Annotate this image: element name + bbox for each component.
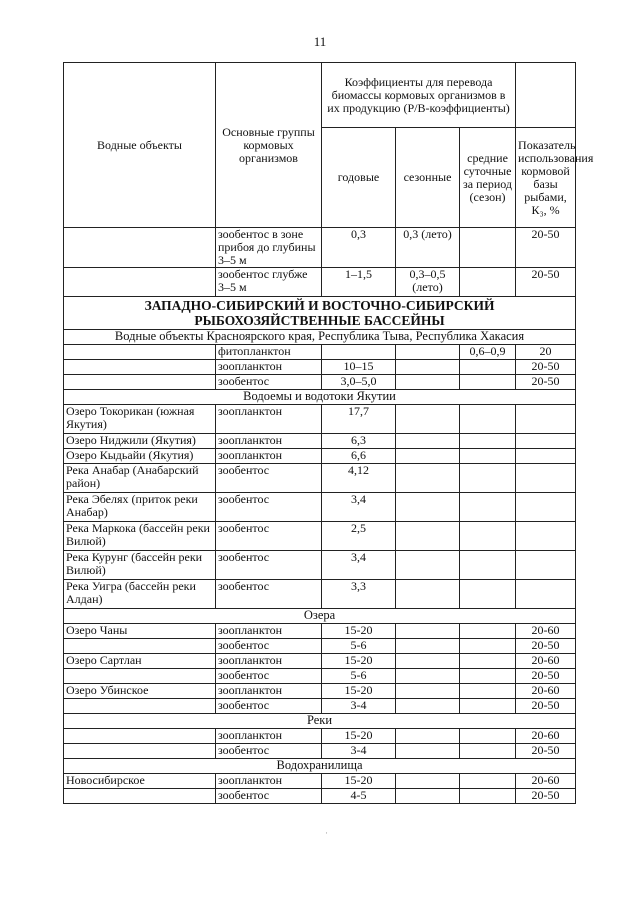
table-row xyxy=(64,434,576,449)
section-row xyxy=(64,609,576,624)
table-row xyxy=(64,228,576,268)
table-row xyxy=(64,375,576,390)
group-cell: зообентос xyxy=(216,744,322,759)
daily-cell xyxy=(460,699,516,714)
usage-cell xyxy=(516,551,576,580)
usage-cell xyxy=(516,493,576,522)
seasonal-cell xyxy=(396,464,460,493)
section-row xyxy=(64,297,576,330)
group-cell: зоопланктон xyxy=(216,624,322,639)
water-object-cell xyxy=(64,639,216,654)
section-row xyxy=(64,714,576,729)
seasonal-cell xyxy=(396,375,460,390)
usage-cell: 20-60 xyxy=(516,654,576,669)
group-cell: зообентос xyxy=(216,375,322,390)
table-row xyxy=(64,268,576,297)
annual-cell: 2,5 xyxy=(322,522,396,551)
daily-cell: 0,6–0,9 xyxy=(460,345,516,360)
usage-cell: 20-50 xyxy=(516,639,576,654)
water-object-cell xyxy=(64,669,216,684)
footer-mark: · xyxy=(325,828,328,838)
annual-cell: 10–15 xyxy=(322,360,396,375)
annual-cell: 15-20 xyxy=(322,684,396,699)
seasonal-cell xyxy=(396,345,460,360)
annual-cell: 3,4 xyxy=(322,493,396,522)
table-row xyxy=(64,464,576,493)
table-row xyxy=(64,493,576,522)
annual-cell: 15-20 xyxy=(322,729,396,744)
table-row xyxy=(64,522,576,551)
table-row xyxy=(64,744,576,759)
seasonal-cell xyxy=(396,434,460,449)
annual-cell: 5-6 xyxy=(322,639,396,654)
daily-cell xyxy=(460,268,516,297)
header-daily: средние суточные за период (сезон) xyxy=(460,128,516,228)
daily-cell xyxy=(460,654,516,669)
annual-cell: 4-5 xyxy=(322,789,396,804)
group-cell: зоопланктон xyxy=(216,360,322,375)
group-cell: зообентос xyxy=(216,551,322,580)
pb-coefficients-table xyxy=(63,62,594,804)
section-title: ЗАПАДНО-СИБИРСКИЙ И ВОСТОЧНО-СИБИРСКИЙ РЫБОХОЗЯЙСТВЕННЫЕ БАССЕЙНЫ xyxy=(64,297,576,330)
usage-cell xyxy=(516,580,576,609)
seasonal-cell xyxy=(396,522,460,551)
table-row xyxy=(64,729,576,744)
usage-cell: 20 xyxy=(516,345,576,360)
group-cell: зообентос глубже 3–5 м xyxy=(216,268,322,297)
water-object-cell xyxy=(64,699,216,714)
water-object-cell xyxy=(64,268,216,297)
water-object-cell: Река Уигра (бассейн реки Алдан) xyxy=(64,580,216,609)
annual-cell: 6,3 xyxy=(322,434,396,449)
usage-cell: 20-50 xyxy=(516,789,576,804)
annual-cell: 3-4 xyxy=(322,699,396,714)
group-cell: зообентос xyxy=(216,493,322,522)
water-object-cell xyxy=(64,228,216,268)
header-seasonal: сезонные xyxy=(396,128,460,228)
water-object-cell xyxy=(64,744,216,759)
table-row xyxy=(64,449,576,464)
group-cell: зоопланктон xyxy=(216,774,322,789)
annual-cell: 3,3 xyxy=(322,580,396,609)
group-cell: фитопланктон xyxy=(216,345,322,360)
table-row xyxy=(64,624,576,639)
seasonal-cell xyxy=(396,580,460,609)
group-cell: зообентос xyxy=(216,580,322,609)
seasonal-cell xyxy=(396,684,460,699)
usage-cell xyxy=(516,464,576,493)
annual-cell: 15-20 xyxy=(322,654,396,669)
annual-cell: 3,0–5,0 xyxy=(322,375,396,390)
table-row xyxy=(64,684,576,699)
usage-cell xyxy=(516,434,576,449)
table-row xyxy=(64,789,576,804)
section-title: Водохранилища xyxy=(64,759,576,774)
usage-cell: 20-50 xyxy=(516,228,576,268)
daily-cell xyxy=(460,375,516,390)
seasonal-cell xyxy=(396,639,460,654)
usage-cell: 20-60 xyxy=(516,729,576,744)
usage-cell xyxy=(516,522,576,551)
group-cell: зоопланктон xyxy=(216,434,322,449)
daily-cell xyxy=(460,789,516,804)
group-cell: зоопланктон xyxy=(216,449,322,464)
water-object-cell: Озеро Сартлан xyxy=(64,654,216,669)
header-water-objects: Водные объекты xyxy=(64,63,216,228)
usage-cell xyxy=(516,449,576,464)
annual-cell: 17,7 xyxy=(322,405,396,434)
seasonal-cell xyxy=(396,493,460,522)
annual-cell: 3-4 xyxy=(322,744,396,759)
water-object-cell: Новосибирское xyxy=(64,774,216,789)
seasonal-cell xyxy=(396,669,460,684)
daily-cell xyxy=(460,580,516,609)
usage-cell: 20-50 xyxy=(516,744,576,759)
water-object-cell xyxy=(64,789,216,804)
water-object-cell: Озеро Чаны xyxy=(64,624,216,639)
daily-cell xyxy=(460,360,516,375)
header-row-1 xyxy=(64,63,576,128)
group-cell: зообентос xyxy=(216,639,322,654)
table-row xyxy=(64,699,576,714)
table-row xyxy=(64,405,576,434)
table-row xyxy=(64,360,576,375)
table-row xyxy=(64,551,576,580)
table-row xyxy=(64,345,576,360)
section-row xyxy=(64,390,576,405)
daily-cell xyxy=(460,405,516,434)
usage-cell: 20-50 xyxy=(516,669,576,684)
seasonal-cell xyxy=(396,405,460,434)
usage-cell: 20-50 xyxy=(516,699,576,714)
section-row xyxy=(64,759,576,774)
daily-cell xyxy=(460,464,516,493)
group-cell: зоопланктон xyxy=(216,654,322,669)
annual-cell: 15-20 xyxy=(322,774,396,789)
table-row xyxy=(64,669,576,684)
table-row xyxy=(64,639,576,654)
annual-cell: 0,3 xyxy=(322,228,396,268)
annual-cell: 15-20 xyxy=(322,624,396,639)
section-title: Водоемы и водотоки Якутии xyxy=(64,390,576,405)
annual-cell: 6,6 xyxy=(322,449,396,464)
usage-cell: 20-60 xyxy=(516,774,576,789)
usage-cell: 20-50 xyxy=(516,360,576,375)
daily-cell xyxy=(460,522,516,551)
water-object-cell: Озеро Убинское xyxy=(64,684,216,699)
group-cell: зообентос xyxy=(216,669,322,684)
seasonal-cell xyxy=(396,699,460,714)
group-cell: зообентос xyxy=(216,522,322,551)
water-object-cell xyxy=(64,360,216,375)
seasonal-cell xyxy=(396,774,460,789)
header-groups: Основные группы кормовых организмов xyxy=(216,63,322,228)
water-object-cell: Озеро Кыдьайи (Якутия) xyxy=(64,449,216,464)
usage-cell: 20-50 xyxy=(516,375,576,390)
daily-cell xyxy=(460,624,516,639)
daily-cell xyxy=(460,684,516,699)
daily-cell xyxy=(460,744,516,759)
annual-cell: 3,4 xyxy=(322,551,396,580)
water-object-cell: Река Анабар (Анабарский район) xyxy=(64,464,216,493)
daily-cell xyxy=(460,493,516,522)
water-object-cell: Река Эбелях (приток реки Анабар) xyxy=(64,493,216,522)
usage-cell xyxy=(516,405,576,434)
seasonal-cell: 0,3–0,5 (лето) xyxy=(396,268,460,297)
daily-cell xyxy=(460,434,516,449)
seasonal-cell xyxy=(396,551,460,580)
header-coef-title: Коэффициенты для перевода биомассы кормовых организмов в их продукцию (Р/В-коэффициенты) xyxy=(322,63,516,128)
water-object-cell xyxy=(64,375,216,390)
header-empty-cell xyxy=(516,63,576,128)
usage-cell: 20-50 xyxy=(516,268,576,297)
header-annual: годовые xyxy=(322,128,396,228)
group-cell: зоопланктон xyxy=(216,405,322,434)
seasonal-cell xyxy=(396,360,460,375)
group-cell: зоопланктон xyxy=(216,729,322,744)
group-cell: зообентос xyxy=(216,464,322,493)
group-cell: зообентос xyxy=(216,699,322,714)
seasonal-cell xyxy=(396,789,460,804)
section-title: Водные объекты Красноярского края, Республика Тыва, Республика Хакасия xyxy=(64,330,576,345)
water-object-cell xyxy=(64,729,216,744)
water-object-cell xyxy=(64,345,216,360)
annual-cell: 4,12 xyxy=(322,464,396,493)
header-usage: Показатель использования кормовой базы рыбами, К₃, % xyxy=(516,128,576,228)
section-title: Озера xyxy=(64,609,576,624)
annual-cell: 5-6 xyxy=(322,669,396,684)
table-row xyxy=(64,654,576,669)
daily-cell xyxy=(460,669,516,684)
group-cell: зообентос xyxy=(216,789,322,804)
seasonal-cell xyxy=(396,654,460,669)
seasonal-cell xyxy=(396,624,460,639)
group-cell: зообентос в зоне прибоя до глубины 3–5 м xyxy=(216,228,322,268)
water-object-cell: Река Курунг (бассейн реки Вилюй) xyxy=(64,551,216,580)
daily-cell xyxy=(460,639,516,654)
daily-cell xyxy=(460,551,516,580)
water-object-cell: Река Маркока (бассейн реки Вилюй) xyxy=(64,522,216,551)
daily-cell xyxy=(460,228,516,268)
annual-cell xyxy=(322,345,396,360)
seasonal-cell xyxy=(396,729,460,744)
daily-cell xyxy=(460,729,516,744)
section-row xyxy=(64,330,576,345)
group-cell: зоопланктон xyxy=(216,684,322,699)
usage-cell: 20-60 xyxy=(516,624,576,639)
usage-cell: 20-60 xyxy=(516,684,576,699)
section-title: Реки xyxy=(64,714,576,729)
table-row xyxy=(64,580,576,609)
seasonal-cell xyxy=(396,449,460,464)
water-object-cell: Озеро Ниджили (Якутия) xyxy=(64,434,216,449)
seasonal-cell: 0,3 (лето) xyxy=(396,228,460,268)
seasonal-cell xyxy=(396,744,460,759)
table-row xyxy=(64,774,576,789)
daily-cell xyxy=(460,774,516,789)
annual-cell: 1–1,5 xyxy=(322,268,396,297)
water-object-cell: Озеро Токорикан (южная Якутия) xyxy=(64,405,216,434)
page-number: 11 xyxy=(313,34,327,49)
daily-cell xyxy=(460,449,516,464)
